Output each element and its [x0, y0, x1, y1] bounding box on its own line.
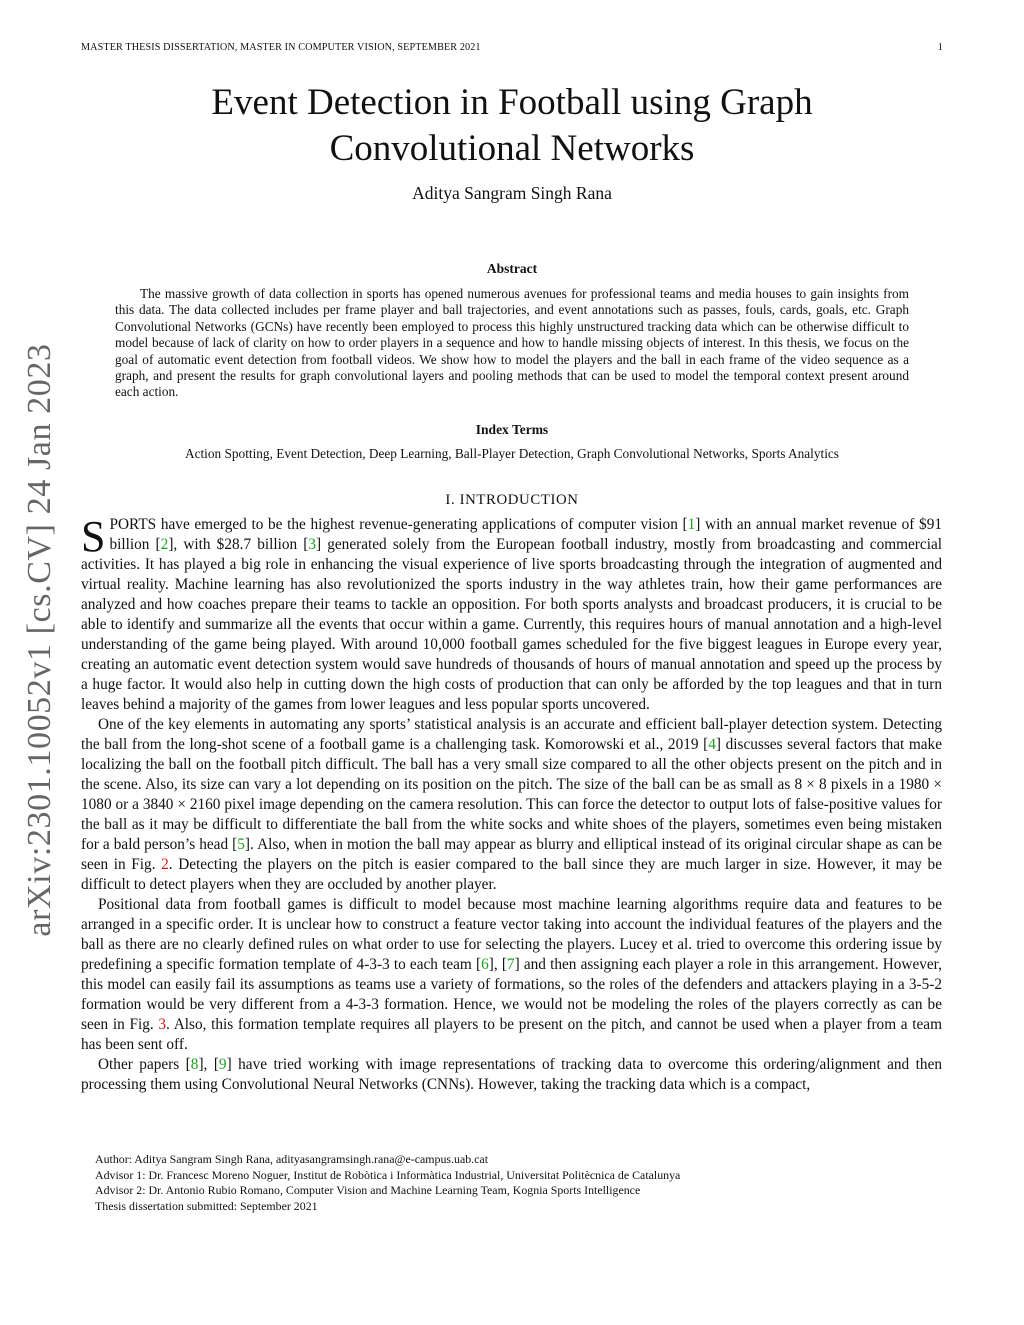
- running-head-text: MASTER THESIS DISSERTATION, MASTER IN COMPUTER VISION, SEPTEMBER 2021: [81, 42, 481, 53]
- abstract-heading: Abstract: [486, 261, 538, 276]
- citation-link[interactable]: 6: [481, 956, 489, 973]
- running-header: [81, 42, 943, 53]
- p3-text-2: ], [: [488, 956, 507, 973]
- paragraph-4: [81, 1055, 942, 1095]
- p1-text-3: ], with $28.7 billion [: [168, 536, 309, 553]
- footnote-submitted: Thesis dissertation submitted: September 2021: [95, 1198, 318, 1213]
- p3-text-1: Positional data from football games is difficult to model because most machine learning algorithms require data and features to be arranged in a specific order. It is unclear how to construct a feature vector taking into account the individual features of the players and the ball as there are no clearly defined rules on what order to use for selecting the players. Lucey et al. tried to overcome this ordering issue by predefining a specific formation template of 4-3-3 to each team [: [81, 896, 942, 973]
- section-numeral: I.: [445, 492, 456, 508]
- figure-link[interactable]: 2: [161, 856, 169, 873]
- p2-text-2: ] discusses several factors that make localizing the ball on the football pitch difficult. The ball has a very small size compared to all the other objects present on the pitch and in the scene. Also, its size can vary a lot depending on its position on the pitch. The size of the ball can be as small as 8 × 8 pixels in a 1980 × 1080 or a 3840 × 2160 pixel image depending on the camera resolution. This can force the detector to output lots of false-positive values for the ball as it may be difficult to differentiate the ball from the white socks and white shoes of the players, sometimes even being mistaken for a bald person’s head [: [81, 736, 942, 853]
- paragraph-1: [81, 512, 942, 715]
- figure-link[interactable]: 3: [158, 1016, 167, 1033]
- footnote-author: Author: Aditya Sangram Singh Rana, adityasangramsingh.rana@e-campus.uab.cat: [95, 1152, 488, 1166]
- p2-text-1: One of the key elements in automating any sports’ statistical analysis is an accurate and efficient ball-player detection system. Detecting the ball from the long-shot scene of a football game is a challenging task. Komorowski et al., 2019 [: [81, 716, 942, 753]
- citation-link[interactable]: 3: [308, 536, 317, 553]
- p1-text-2: ] with an annual market revenue of $91 billion [: [109, 516, 942, 553]
- citation-link[interactable]: 7: [506, 956, 515, 973]
- p3-text-4: . Also, this formation template requires all players to be present on the pitch, and cannot be used when a player from a team has been sent off.: [81, 1016, 942, 1053]
- p4-text-3: ] have tried working with image representations of tracking data to overcome this ordering/alignment and then processing them using Convolutional Neural Networks (CNNs). However, taking the tracking data which is a compact,: [81, 1056, 943, 1093]
- p1-text-4: ] generated solely from the European football industry, mostly from broadcasting and commercial activities. It has played a big role in enhancing the visual experience of live sports broadcasting through the integration of augmented and virtual reality. Machine learning has also revolutionized the sports industry in the way athletes train, how their game performances are analyzed and how coaches prepare their teams to tackle an opposition. For both sports analysts and broadcast producers, it is crucial to be able to identify and summarize all the events that occur within a game. Currently, this requires hours of manual annotation and a high-level understanding of the game being played. With around 10,000 football games scheduled for the five biggest leagues in Europe every year, creating an automatic event detection system would save hundreds of thousands of hours of manual annotation and speed up the process by a huge factor. It would also help in cutting down the high costs of production that can only be afforded by the top leagues and that in turn leaves behind a majority of the games from lower leagues and less popular sports uncovered.: [81, 536, 942, 713]
- p3-text-3: ] and then assigning each player a role in this arrangement. However, this model can easily fail its assumptions as teams use a variety of formations, so the roles of the defenders and attackers playing in a 3-5-2 formation would be very different from a 4-3-3 formation. Hence, we would not be modeling the roles of the players correctly as can be seen in Fig.: [81, 956, 942, 1033]
- paragraph-2: [81, 715, 942, 895]
- body-text: [81, 512, 943, 1095]
- paragraph-3: [81, 895, 942, 1055]
- p2-text-3: ]. Also, when in motion the ball may appear as blurry and elliptical instead of its original circular shape as can be seen in Fig.: [81, 836, 942, 873]
- author-name: Aditya Sangram Singh Rana: [412, 183, 612, 203]
- p4-text-1: Other papers [: [98, 1056, 191, 1073]
- section-heading-introduction: [0, 492, 1024, 509]
- p4-text-2: ], [: [198, 1056, 219, 1073]
- title-line-1: Event Detection in Football using Graph: [211, 82, 813, 123]
- citation-link[interactable]: 2: [160, 536, 169, 553]
- citation-link[interactable]: 9: [218, 1056, 227, 1073]
- footnote-advisor-1: Advisor 1: Dr. Francesc Moreno Noguer, Institut de Robòtica i Informàtica Industrial, Universitat Politècnica de Catalunya: [95, 1167, 681, 1182]
- index-terms-text: Action Spotting, Event Detection, Deep Learning, Ball-Player Detection, Graph Convolutional Networks, Sports Analytics: [184, 446, 839, 461]
- abstract-text: The massive growth of data collection in sports has opened numerous avenues for professional teams and media houses to gain insights from this data. The data collected includes per frame player and ball trajectories, and event annotations such as passes, fouls, cards, goals, etc. Graph Convolutional Networks (GCNs) have recently been employed to process this highly unstructured tracking data which can be otherwise difficult to model because of lack of clarity on how to order players in a sequence and how to handle missing objects of interest. In this thesis, we focus on the goal of automatic event detection from football videos. We show how to model the players and the ball in each frame of the video sequence as a graph, and present the results for graph convolutional layers and pooling methods that can be used to model the temporal context present around each action.: [115, 286, 909, 400]
- footnote-advisor-2: Advisor 2: Dr. Antonio Rubio Romano, Computer Vision and Machine Learning Team, Kognia Sports Intelligence: [95, 1183, 641, 1198]
- section-title-initial: I: [459, 492, 466, 508]
- drop-cap: S: [81, 512, 106, 561]
- title-line-2: Convolutional Networks: [329, 128, 695, 169]
- citation-link[interactable]: 5: [237, 836, 245, 853]
- citation-link[interactable]: 4: [708, 736, 716, 753]
- footnotes: [95, 1152, 945, 1214]
- index-terms-heading: Index Terms: [475, 422, 549, 437]
- page-number: 1: [937, 42, 943, 53]
- drop-cap-rest: PORTS: [109, 516, 157, 533]
- p1-text-1: have emerged to be the highest revenue-generating applications of computer vision [: [156, 516, 688, 533]
- arxiv-stamp[interactable]: arXiv:2301.10052v1 [cs.CV] 24 Jan 2023: [21, 343, 58, 937]
- citation-link[interactable]: 1: [687, 516, 696, 533]
- section-title-rest: NTRODUCTION: [465, 492, 579, 508]
- paper-title: [0, 80, 1024, 172]
- citation-link[interactable]: 8: [190, 1056, 199, 1073]
- p2-text-4: . Detecting the players on the pitch is easier compared to the ball since they are much larger in size. However, it may be difficult to detect players when they are occluded by another player.: [81, 856, 942, 893]
